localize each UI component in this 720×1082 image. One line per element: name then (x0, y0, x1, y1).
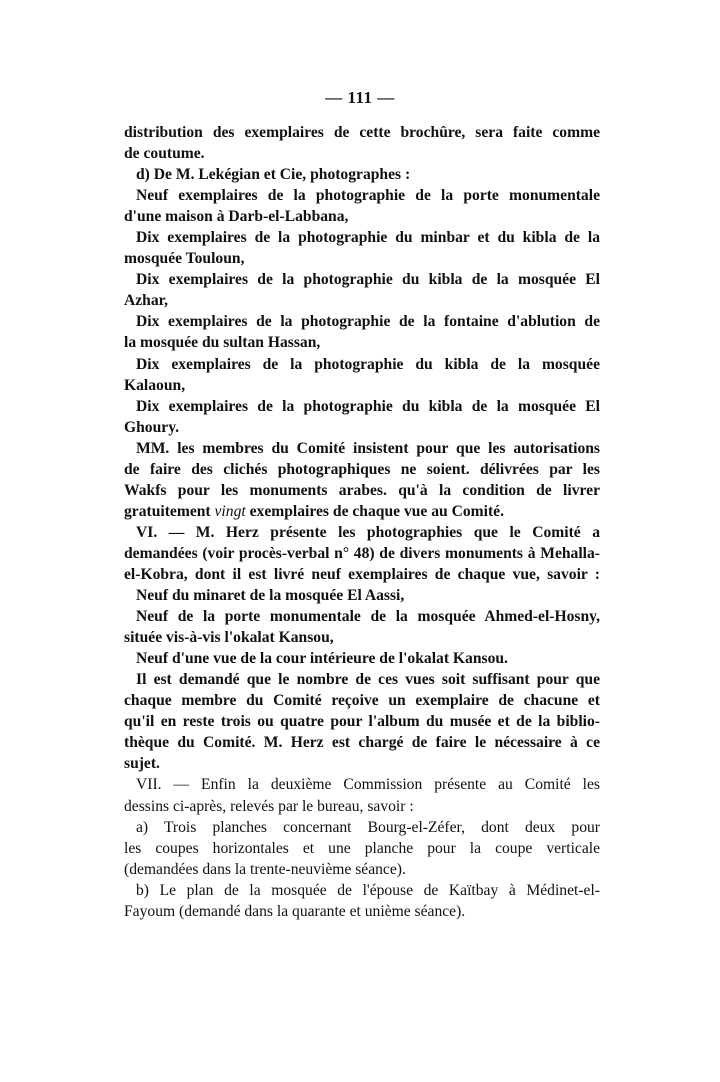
page-number: — 111 — (325, 88, 395, 107)
text-line: MM. les membres du Comité insistent pour que les autorisations (136, 439, 600, 457)
text-line: d) De M. Lekégian et Cie, photographes : (136, 166, 411, 184)
text-line (124, 501, 600, 522)
text-line: Wakfs pour les monuments arabes. qu'à la condition de livrer (124, 481, 600, 499)
text-line: mosquée Touloun, (124, 250, 245, 268)
text-line: demandées (voir procès-verbal n° 48) de divers monuments à Mehalla- (124, 544, 600, 562)
text-line: Dix exemplaires de la photographie du kibla de la mosquée (136, 355, 600, 373)
text-line: (demandées dans la trente-neuvième séance). (124, 860, 406, 878)
text-line: les coupes horizontales et une planche pour la coupe verticale (124, 839, 600, 857)
text-line: dessins ci-après, relevés par le bureau, savoir : (124, 797, 414, 815)
text-line: thèque du Comité. M. Herz est chargé de faire le nécessaire à ce (124, 734, 600, 752)
text-line: b) Le plan de la mosquée de l'épouse de Kaïtbay à Médinet-el- (136, 881, 600, 899)
text-line: de coutume. (124, 145, 205, 163)
text-run: exemplaires de chaque vue au Comité. (245, 502, 504, 520)
text-line: sujet. (124, 755, 160, 773)
text-run: gratuitement (124, 502, 215, 520)
text-line: Azhar, (124, 292, 169, 310)
text-line: située vis-à-vis l'okalat Kansou, (124, 629, 334, 647)
emphasized-word: vingt (214, 502, 246, 520)
text-line: el-Kobra, dont il est livré neuf exemplaires de chaque vue, savoir : (124, 565, 600, 583)
text-line: Neuf exemplaires de la photographie de la porte monumentale (136, 187, 600, 205)
page-body-text (124, 122, 600, 922)
text-line: Fayoum (demandé dans la quarante et unième séance). (124, 902, 466, 920)
text-line: Neuf de la porte monumentale de la mosquée Ahmed-el-Hosny, (136, 608, 600, 626)
text-line: chaque membre du Comité reçoive un exemplaire de chacune et (124, 692, 600, 710)
text-line: Dix exemplaires de la photographie du kibla de la mosquée El (136, 397, 600, 415)
text-line: Kalaoun, (124, 376, 186, 394)
text-line: distribution des exemplaires de cette brochûre, sera faite comme (124, 124, 600, 141)
text-line: VI. — M. Herz présente les photographies que le Comité a (136, 523, 600, 541)
text-line: Dix exemplaires de la photographie du kibla de la mosquée El (136, 271, 600, 289)
text-line: a) Trois planches concernant Bourg-el-Zéfer, dont deux pour (136, 818, 600, 836)
text-line: qu'il en reste trois ou quatre pour l'album du musée et de la biblio- (124, 713, 600, 731)
text-line: VII. — Enfin la deuxième Commission présente au Comité les (136, 776, 600, 794)
text-line: Dix exemplaires de la photographie du minbar et du kibla de la (136, 229, 600, 247)
text-line: Ghoury. (124, 418, 180, 436)
text-line: de faire des clichés photographiques ne soient. délivrées par les (124, 460, 600, 478)
text-line: Il est demandé que le nombre de ces vues soit suffisant pour que (136, 671, 600, 689)
text-line: la mosquée du sultan Hassan, (124, 334, 321, 352)
text-line: Neuf du minaret de la mosquée El Aassi, (136, 587, 405, 605)
text-line: Dix exemplaires de la photographie de la fontaine d'ablution de (136, 313, 600, 331)
text-line: Neuf d'une vue de la cour intérieure de l'okalat Kansou. (136, 650, 508, 668)
text-line: d'une maison à Darb-el-Labbana, (124, 208, 349, 226)
